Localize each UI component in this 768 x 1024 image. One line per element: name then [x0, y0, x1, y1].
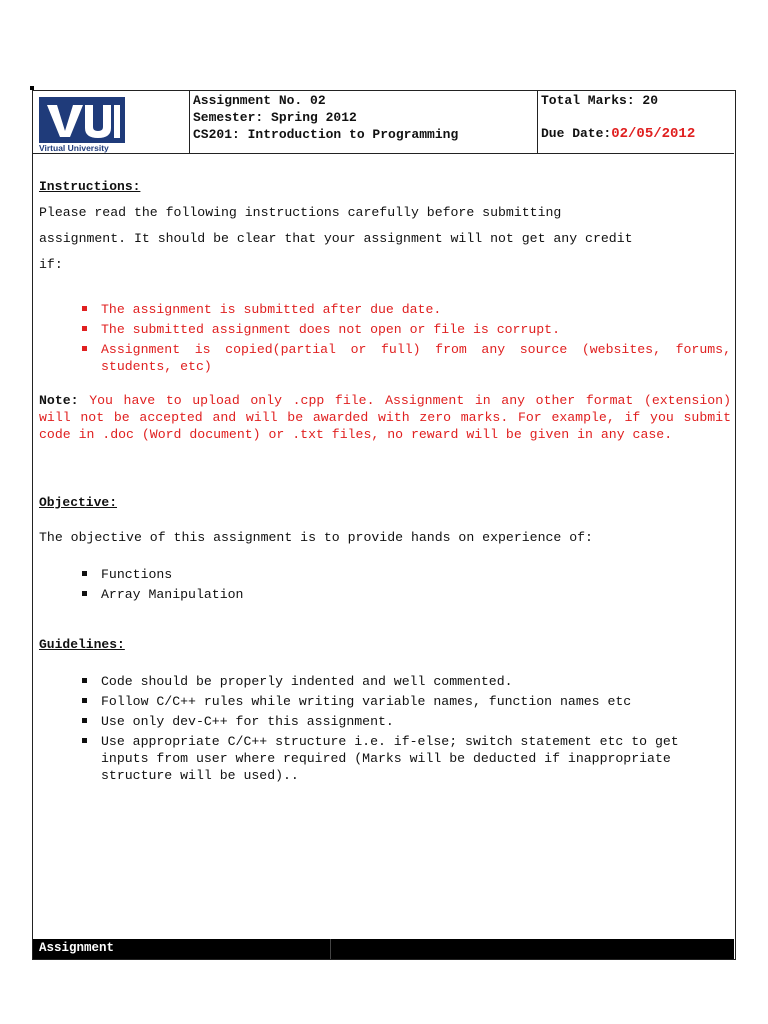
note-label: Note: — [39, 393, 79, 408]
list-item: Functions — [77, 566, 731, 583]
list-item: The submitted assignment does not open or file is corrupt. — [77, 321, 731, 338]
due-date-label: Due Date: — [541, 126, 612, 141]
list-item: Assignment is copied(partial or full) from any source (websites, forums, students, etc) — [77, 341, 731, 375]
guidelines-list — [77, 673, 731, 787]
list-item: The assignment is submitted after due date. — [77, 301, 731, 318]
note-text: You have to upload only .cpp file. Assignment in any other format (extension) will not be accepted and will be awarded with zero marks. For example, if you submit code in .doc (Word document) or .txt files, no reward will be given in any case. — [39, 393, 731, 442]
instructions-list — [77, 301, 731, 378]
logo-caption: Virtual University — [39, 143, 109, 153]
semester: Semester: Spring 2012 — [193, 110, 357, 125]
assignment-page — [32, 90, 736, 960]
objective-heading: Objective: — [39, 495, 118, 510]
list-item: Follow C/C++ rules while writing variable names, function names etc — [77, 693, 731, 710]
note-paragraph — [39, 392, 731, 443]
footer-bar — [33, 939, 734, 959]
footer-label: Assignment — [39, 941, 115, 955]
instructions-line-2: assignment. It should be clear that your assignment will not get any credit — [39, 231, 633, 246]
instructions-heading: Instructions: — [39, 179, 141, 194]
list-item: Array Manipulation — [77, 586, 731, 603]
bullet-icon — [82, 718, 87, 723]
bullet-icon — [82, 591, 87, 596]
due-date — [538, 125, 734, 143]
bullet-icon — [82, 678, 87, 683]
bullet-icon — [82, 698, 87, 703]
due-date-value: 02/05/2012 — [611, 126, 696, 142]
list-item: Use only dev-C++ for this assignment. — [77, 713, 731, 730]
vu-logo-icon — [39, 97, 125, 147]
title-cell — [190, 91, 538, 153]
assignment-number: Assignment No. 02 — [193, 93, 326, 108]
objective-list — [77, 566, 731, 606]
bullet-icon — [82, 326, 87, 331]
course-title: CS201: Introduction to Programming — [193, 127, 459, 142]
bullet-icon — [82, 571, 87, 576]
guidelines-heading: Guidelines: — [39, 637, 125, 652]
total-marks: Total Marks: 20 — [541, 93, 659, 108]
instructions-line-3: if: — [39, 257, 63, 272]
bullet-icon — [82, 346, 87, 351]
bullet-icon — [82, 738, 87, 743]
list-item: Use appropriate C/C++ structure i.e. if-else; switch statement etc to get inputs from user where required (Marks will be deducted if inappropriate structure will be used).. — [77, 733, 731, 784]
objective-text: The objective of this assignment is to provide hands on experience of: — [39, 530, 593, 545]
footer-divider — [330, 939, 331, 959]
logo-cell — [33, 91, 190, 153]
list-item: Code should be properly indented and well commented. — [77, 673, 731, 690]
marks-cell — [538, 91, 734, 153]
header-table — [33, 91, 734, 154]
bullet-icon — [82, 306, 87, 311]
instructions-line-1: Please read the following instructions carefully before submitting — [39, 205, 562, 220]
